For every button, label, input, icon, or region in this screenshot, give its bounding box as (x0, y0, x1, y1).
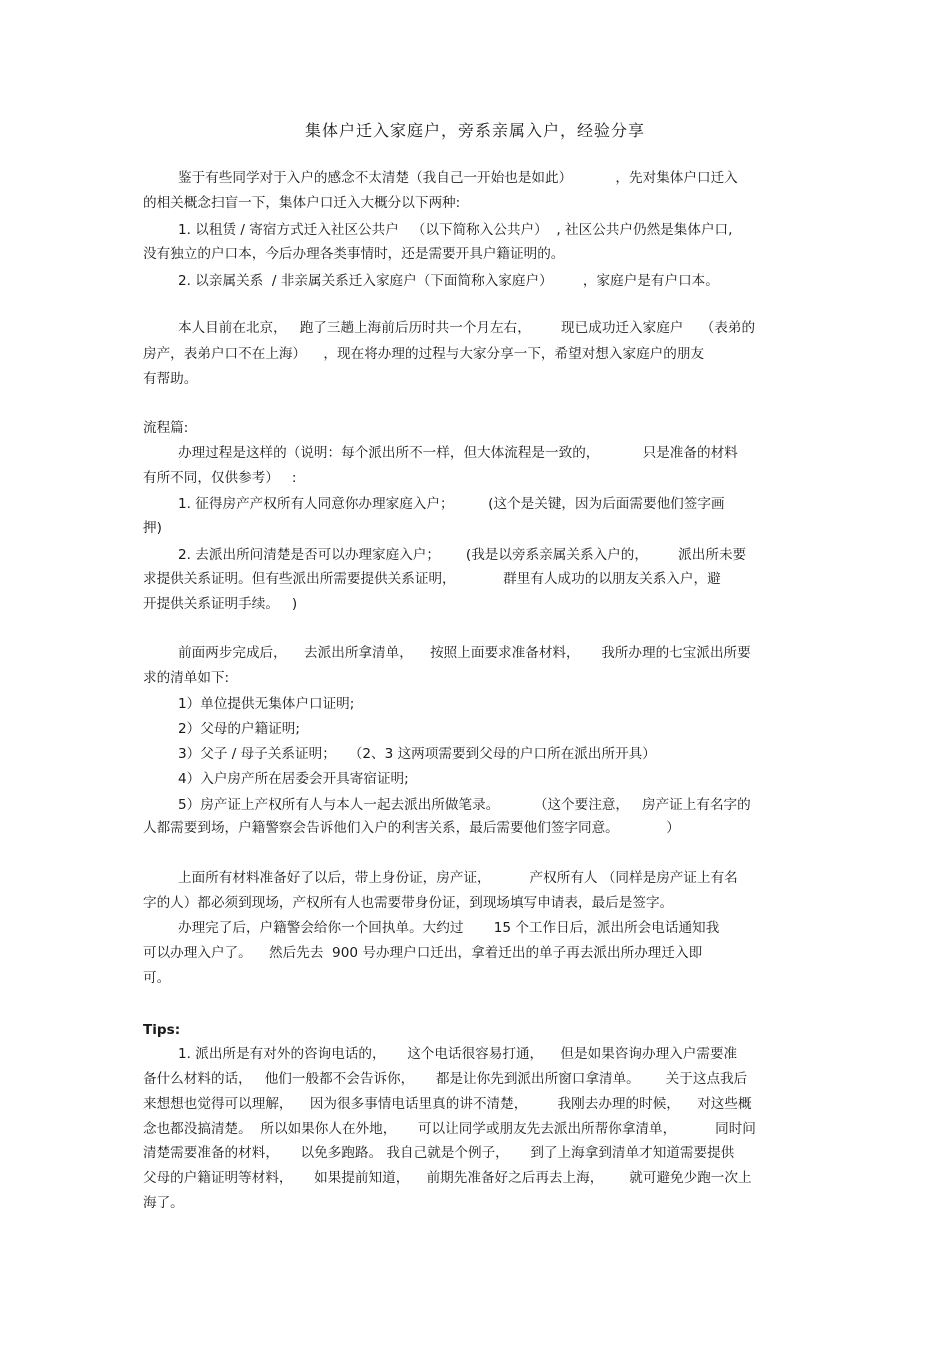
text-line: 备什么材料的话， 他们一般都不会告诉你， 都是让你先到派出所窗口拿清单。 关于这点我后 (143, 1071, 748, 1087)
text-line: 父母的户籍证明等材料， 如果提前知道， 前期先准备好之后再去上海， 就可避免少跑一次上 (143, 1170, 752, 1186)
text-line: 念也都没搞清楚。 所以如果你人在外地， 可以让同学或朋友先去派出所帮你拿清单， 同时问 (143, 1121, 756, 1137)
text-line: 办理完了后，户籍警会给你一个回执单。大约过 15 个工作日后，派出所会电话通知我 (178, 920, 720, 936)
list-item: 4）入户房产所在居委会开具寄宿证明; (178, 771, 409, 787)
document-title: 集体户迁入家庭户，旁系亲属入户，经验分享 (304, 121, 645, 140)
tips-heading: Tips: (143, 1022, 181, 1038)
text-line: 海了。 (143, 1195, 184, 1211)
text-line: 房产，表弟户口不在上海） ，现在将办理的过程与大家分享一下，希望对想入家庭户的朋友 (143, 346, 705, 362)
list-item: 1）单位提供无集体户口证明; (178, 696, 355, 712)
text-line: 来想想也觉得可以理解， 因为很多事情电话里真的讲不清楚， 我刚去办理的时候， 对这些概 (143, 1096, 752, 1112)
text-line: 求的清单如下: (143, 670, 230, 686)
list-item: 2）父母的户籍证明; (178, 721, 300, 737)
text-line: 可以办理入户了。 然后先去 900 号办理户口迁出，拿着迁出的单子再去派出所办理迁入即 (143, 945, 703, 961)
text-line: 2. 以亲属关系 / 非亲属关系迁入家庭户（下面简称入家庭户） ，家庭户是有户口本。 (178, 273, 719, 289)
text-line: 的相关概念扫盲一下，集体户口迁入大概分以下两种: (143, 195, 461, 211)
text-line: 1. 派出所是有对外的咨询电话的， 这个电话很容易打通， 但是如果咨询办理入户需要准 (178, 1046, 738, 1062)
text-line: 1. 征得房产产权所有人同意你办理家庭入户； (这个是关键，因为后面需要他们签字画 (178, 496, 725, 512)
text-line: 人都需要到场，户籍警察会告诉他们入户的利害关系，最后需要他们签字同意。 ） (143, 820, 680, 836)
text-line: 有帮助。 (143, 371, 198, 387)
list-item: 3）父子 / 母子关系证明； （2、3 这两项需要到父母的户口所在派出所开具） (178, 746, 656, 762)
text-line: 2. 去派出所问清楚是否可以办理家庭入户； (我是以旁系亲属关系入户的， 派出所未要 (178, 547, 747, 563)
text-line: 1. 以租赁 / 寄宿方式迁入社区公共户 （以下简称入公共户） , 社区公共户仍然是集体户口, (178, 222, 733, 238)
text-line: 没有独立的户口本，今后办理各类事情时，还是需要开具户籍证明的。 (143, 246, 565, 262)
text-line: 字的人）都必须到现场，产权所有人也需要带身份证，到现场填写申请表，最后是签字。 (143, 895, 674, 911)
text-line: 押) (143, 520, 162, 536)
text-line: 上面所有材料准备好了以后，带上身份证，房产证， 产权所有人 （同样是房产证上有名 (178, 870, 738, 886)
text-line: 清楚需要准备的材料， 以免多跑路。 我自己就是个例子， 到了上海拿到清单才知道需要提供 (143, 1145, 735, 1161)
text-line: 可。 (143, 970, 171, 986)
text-line: 开提供关系证明手续。 ) (143, 596, 298, 612)
text-line: 有所不同，仅供参考） : (143, 470, 297, 486)
list-item: 5）房产证上产权所有人与本人一起去派出所做笔录。 （这个要注意， 房产证上有名字的 (178, 797, 751, 813)
text-line: 本人目前在北京， 跑了三趟上海前后历时共一个月左右， 现已成功迁入家庭户 （表弟的 (178, 320, 756, 336)
text-line: 鉴于有些同学对于入户的感念不太清楚（我自己一开始也是如此） ，先对集体户口迁入 (178, 170, 738, 186)
section-heading: 流程篇: (143, 420, 189, 436)
text-line: 求提供关系证明。但有些派出所需要提供关系证明， 群里有人成功的以朋友关系入户，避 (143, 571, 721, 587)
text-line: 前面两步完成后， 去派出所拿清单， 按照上面要求准备材料， 我所办理的七宝派出所要 (178, 645, 751, 661)
text-line: 办理过程是这样的（说明：每个派出所不一样，但大体流程是一致的， 只是准备的材料 (178, 445, 738, 461)
